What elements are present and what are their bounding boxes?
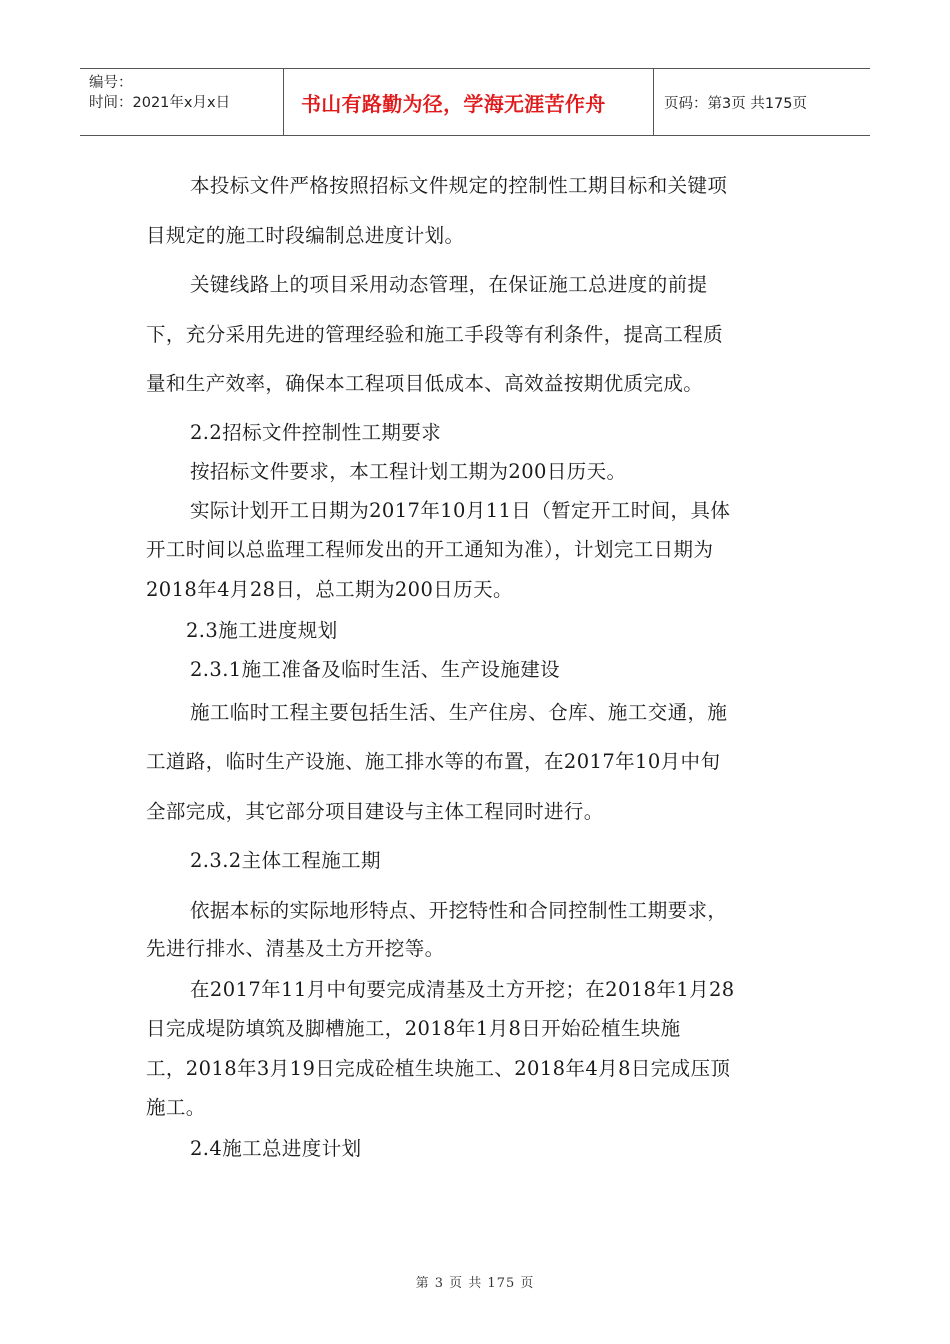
paragraph-line: 依据本标的实际地形特点、开挖特性和合同控制性工期要求， — [190, 899, 728, 922]
paragraph-line: 施工临时工程主要包括生活、生产住房、仓库、施工交通，施 — [190, 701, 728, 724]
section-heading: 2.2招标文件控制性工期要求 — [190, 421, 442, 444]
page-footer: 第 3 页 共 175 页 — [415, 1276, 535, 1291]
paragraph-line: 2018年4月28日，总工期为200日历天。 — [146, 578, 513, 601]
paragraph-line: 开工时间以总监理工程师发出的开工通知为准），计划完工日期为 — [146, 538, 714, 561]
paragraph-line: 量和生产效率，确保本工程项目低成本、高效益按期优质完成。 — [146, 372, 704, 395]
subsection-heading: 2.3.2主体工程施工期 — [190, 849, 381, 872]
paragraph-line: 全部完成，其它部分项目建设与主体工程同时进行。 — [146, 800, 604, 823]
paragraph-line: 工道路，临时生产设施、施工排水等的布置，在2017年10月中旬 — [146, 750, 721, 773]
paragraph-line: 关键线路上的项目采用动态管理，在保证施工总进度的前提 — [190, 273, 708, 296]
paragraph-line: 施工。 — [146, 1096, 206, 1119]
paragraph-line: 日完成堤防填筑及脚槽施工，2018年1月8日开始砼植生块施 — [146, 1017, 681, 1040]
header-meta — [80, 69, 283, 135]
subsection-heading: 2.3.1施工准备及临时生活、生产设施建设 — [190, 658, 561, 681]
paragraph-line: 工，2018年3月19日完成砼植生块施工、2018年4月8日完成压顶 — [146, 1057, 731, 1080]
paragraph-line: 实际计划开工日期为2017年10月11日（暂定开工时间，具体 — [190, 499, 731, 522]
paragraph-line: 本投标文件严格按照招标文件规定的控制性工期目标和关键项 — [190, 174, 728, 197]
section-heading: 2.4施工总进度计划 — [190, 1137, 362, 1160]
paragraph-line: 目规定的施工时段编制总进度计划。 — [146, 224, 465, 247]
header-page-number: 页码：第3页 共175页 — [664, 95, 808, 112]
section-heading: 2.3施工进度规划 — [186, 619, 338, 642]
paragraph-line: 先进行排水、清基及土方开挖等。 — [146, 937, 445, 960]
header-motto: 书山有路勤为径，学海无涯苦作舟 — [283, 69, 654, 135]
paragraph-line: 下，充分采用先进的管理经验和施工手段等有利条件，提高工程质 — [146, 323, 724, 346]
code-label: 编号： — [89, 75, 133, 91]
time-label: 时间：2021年x月x日 — [89, 95, 231, 111]
paragraph-line: 按招标文件要求，本工程计划工期为200日历天。 — [190, 460, 627, 483]
paragraph-line: 在2017年11月中旬要完成清基及土方开挖；在2018年1月28 — [190, 978, 735, 1001]
page-header — [80, 68, 870, 136]
